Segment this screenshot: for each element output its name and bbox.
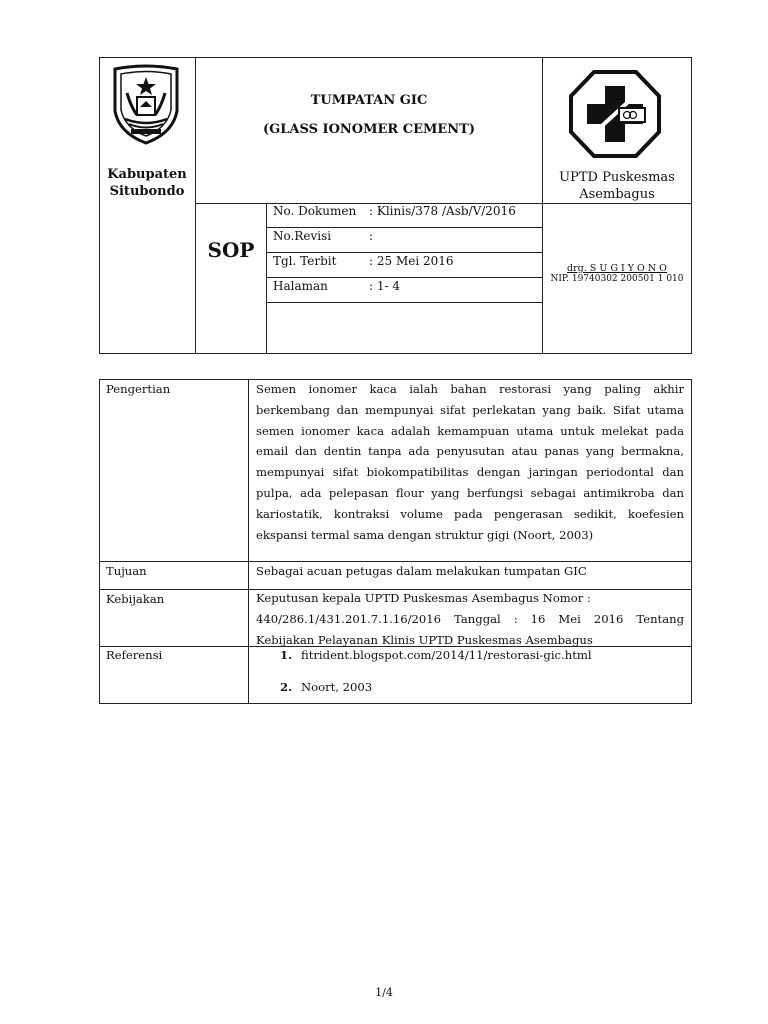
text-line: ekspansi termal sama dengan struktur gigi (Noort, 2003) xyxy=(256,527,594,542)
regency-name-line1: Kabupaten xyxy=(107,167,187,182)
regency-name-line2: Situbondo xyxy=(109,184,185,199)
sop-label: SOP xyxy=(207,238,255,262)
field-value-revision: : xyxy=(369,229,374,243)
organization-name-line1: UPTD Puskesmas xyxy=(559,170,675,185)
reference-item: Noort, 2003 xyxy=(301,680,373,694)
field-label-pages: Halaman xyxy=(273,279,328,293)
text-line: mempunyai sifat biokompatibilitas dengan jaringan periodontal dan xyxy=(256,465,684,480)
reference-number: 2. xyxy=(280,680,293,694)
text-line: semen ionomer kaca adalah kemampuan utama untuk melekat pada xyxy=(256,423,684,438)
row-label-kebijakan: Kebijakan xyxy=(106,592,165,606)
page-number: 1/4 xyxy=(375,986,393,999)
signer-name: drg. S U G I Y O N O xyxy=(567,263,667,274)
field-label-document-number: No. Dokumen xyxy=(273,204,357,218)
text-line: Semen ionomer kaca ialah bahan restorasi yang paling akhir xyxy=(256,382,684,396)
text-line: berkembang dan mempunyai sifat perlekatan yang baik. Sifat utama xyxy=(256,402,684,417)
field-label-issue-date: Tgl. Terbit xyxy=(273,254,337,268)
text-line: kariostatik, kontraksi volume pada pengerasan sedikit, koefesien xyxy=(256,506,684,521)
text-line: 440/286.1/431.201.7.1.16/2016 Tanggal : 16 Mei 2016 Tentang xyxy=(256,611,684,626)
tujuan-text: Sebagai acuan petugas dalam melakukan tumpatan GIC xyxy=(256,564,587,578)
field-value-document-number: : Klinis/378 /Asb/V/2016 xyxy=(369,204,516,218)
field-label-revision: No.Revisi xyxy=(273,229,332,243)
regency-emblem-icon xyxy=(107,63,185,145)
reference-item: fitrident.blogspot.com/2014/11/restorasi-gic.html xyxy=(301,648,592,662)
reference-number: 1. xyxy=(280,648,293,662)
kebijakan-text xyxy=(256,588,684,650)
text-line: pulpa, ada pelepasan flour yang berfungsi sebagai antimikroba dan xyxy=(256,485,684,500)
organization-name-line2: Asembagus xyxy=(579,187,655,202)
row-label-referensi: Referensi xyxy=(106,648,163,662)
field-value-pages: : 1- 4 xyxy=(369,279,400,293)
row-label-tujuan: Tujuan xyxy=(106,564,147,578)
signer-nip: NIP. 19740302 200501 1 010 xyxy=(550,274,684,284)
text-line: Kebijakan Pelayanan Klinis UPTD Puskesmas Asembagus xyxy=(256,632,593,647)
document-subtitle: (GLASS IONOMER CEMENT) xyxy=(263,122,475,137)
field-value-issue-date: : 25 Mei 2016 xyxy=(369,254,454,268)
row-label-pengertian: Pengertian xyxy=(106,382,171,396)
pengertian-text xyxy=(256,379,684,545)
text-line: email dan dentin tanpa ada penyusutan atau panas yang bermakna, xyxy=(256,444,684,459)
text-line: Keputusan kepala UPTD Puskesmas Asembagus Nomor : xyxy=(256,591,591,605)
document-title: TUMPATAN GIC xyxy=(310,93,428,108)
puskesmas-logo-icon xyxy=(569,70,661,158)
